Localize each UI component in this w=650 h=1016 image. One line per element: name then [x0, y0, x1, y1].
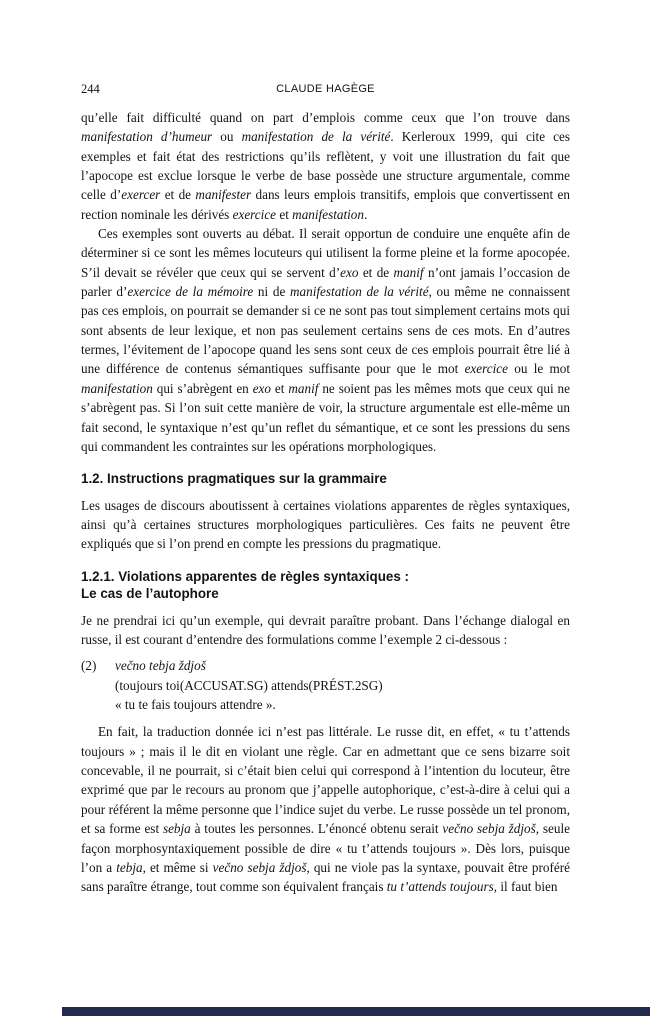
paragraph-1: qu’elle fait difficulté quand on part d’emplois comme ceux que l’on trouve dans manifestation d’humeur ou manifestation de la vérité. Kerleroux 1999, qui cite ces exemples et fait état des restrictions qu’ils reflètent, y voit une illustration du fait que l’apocope est exclue lorsque le verbe de base possède une structure argumentale, comme celle d’exercer et de manifester dans leurs emplois transitifs, emplois que convertissent en rection nominale les dérivés exercice et manifestation.: [81, 110, 571, 222]
section-heading-1-2-1-line1: 1.2.1. Violations apparentes de règles syntaxiques :: [81, 568, 409, 584]
paragraph-4: Je ne prendrai ici qu’un exemple, qui devrait paraître probant. Dans l’échange dialogal en russe, il est courant d’entendre des formulations comme l’exemple 2 ci-dessous :: [81, 612, 570, 648]
paragraph-2: Ces exemples sont ouverts au débat. Il serait opportun de conduire une enquête afin de déterminer si ce sont les mêmes locuteurs qui utilisent la forme pleine et la forme apocopée. S’il devait se révéler que ceux qui se servent d’exo et de manif n’ont jamais l’occasion de parler d’exercice de la mémoire ni de manifestation de la vérité, ou même ne connaissent pas ces emplois, on pourrait se demander si ce ne sont pas tout simplement certains mots qui sont absents de leur lexique, et non pas seulement certains sens de ces mots. En d’autres termes, l’évitement de l’apocope quand les sens sont ceux de ces emplois pourrait être lié à une différence de contenus sémantiques suffisante pour que le mot exercice ou le mot manifestation qui s’abrègent en exo et manif ne soient pas les mêmes mots que ceux qui ne s’abrègent pas. Si l’on suit cette manière de voir, la structure argumentale est elle-même un fait second, le syntaxique n’est qu’un reflet du sémantique, et ce sont les pressions du sens qui commandent les contraintes sur les opérations morphologiques.: [81, 226, 571, 454]
example-analysis-line: (toujours toi(ACCUSAT.SG) attends(PRÉST.2SG): [115, 677, 383, 693]
section-heading-1-2-1-line2: Le cas de l’autophore: [81, 586, 219, 602]
page-number: 244: [81, 82, 100, 96]
running-head: CLAUDE HAGÈGE: [276, 83, 375, 95]
example-2: [81, 656, 570, 714]
bottom-bar: [62, 1007, 650, 1016]
section-heading-1-2-1: [81, 568, 570, 603]
paragraph-3: Les usages de discours aboutissent à certaines violations apparentes de règles syntaxiques, ainsi qu’à certaines structures morphologiques particulières. Ces faits ne peuvent être expliqués que si l’on prend en compte les pressions du pragmatique.: [81, 497, 570, 552]
example-gloss: [115, 656, 570, 714]
example-number: (2): [81, 658, 97, 674]
section-heading-1-2: 1.2. Instructions pragmatiques sur la grammaire: [81, 471, 387, 487]
example-source-line: večno tebja ždjoš: [115, 658, 206, 674]
page-header: [81, 82, 570, 98]
example-translation-line: « tu te fais toujours attendre ».: [115, 697, 276, 713]
page-body: [81, 108, 570, 897]
paragraph-5: En fait, la traduction donnée ici n’est pas littérale. Le russe dit, en effet, « tu t’attends toujours » ; mais il le dit en violant une règle. Car en admettant que ce sens bizarre soit concevable, il ne pourrait, si c’était bien celui qui correspond à l’intention du locuteur, être exprimé que par le recours au pronom que j’appelle autophorique, c’est-à-dire à celui qui a pour référent la même personne que l’indice sujet du verbe. Le russe possède un tel pronom, et sa forme est sebja à toutes les personnes. L’énoncé obtenu serait večno sebja ždjoš, seule façon morphosyntaxiquement possible de dire « tu t’attends toujours ». Dès lors, puisque l’on a tebja, et même si večno sebja ždjoš, qui ne viole pas la syntaxe, pouvait être proféré sans paraître étrange, tout comme son équivalent français tu t’attends toujours, il faut bien: [81, 724, 570, 895]
